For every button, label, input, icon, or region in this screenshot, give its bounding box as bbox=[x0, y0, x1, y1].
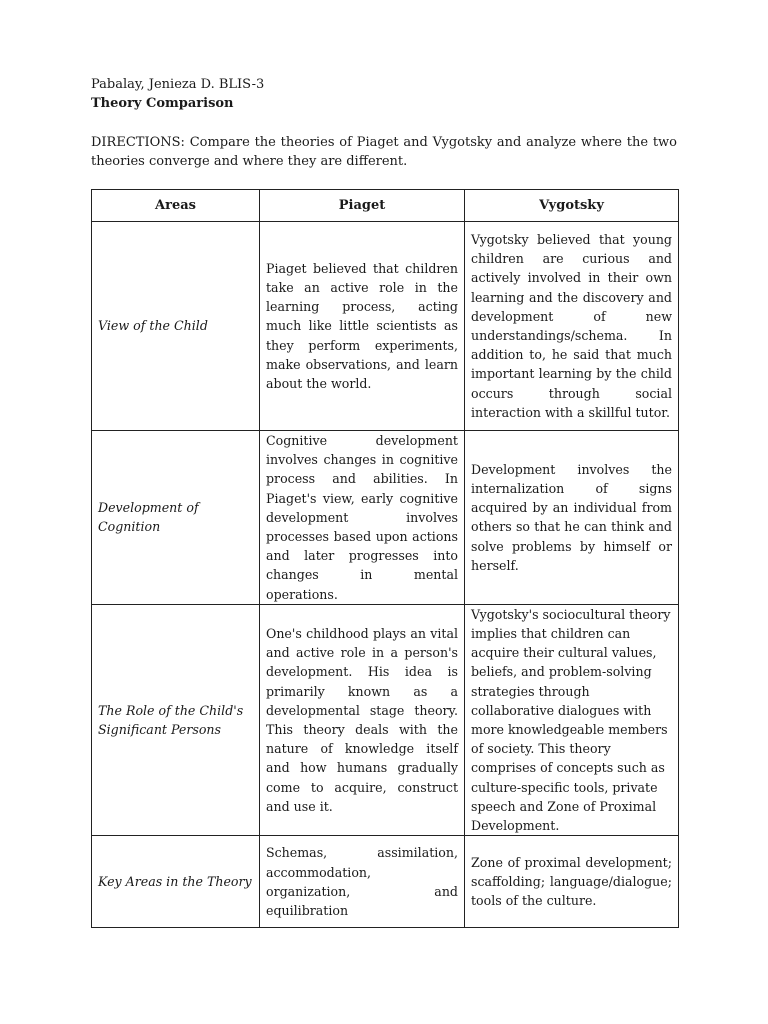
piaget-cell: Schemas, assimilation, accommodation, organization, and equilibration bbox=[260, 836, 465, 928]
table-header-row bbox=[92, 190, 679, 222]
header-vygotsky: Vygotsky bbox=[465, 190, 679, 222]
row-area-label: Development of Cognition bbox=[92, 431, 260, 605]
directions-paragraph: DIRECTIONS: Compare the theories of Piaget and Vygotsky and analyze where the two theories converge and where they are different. bbox=[91, 135, 677, 169]
table-row bbox=[92, 604, 679, 835]
table-row bbox=[92, 222, 679, 431]
header-areas: Areas bbox=[92, 190, 260, 222]
document-title: Theory Comparison bbox=[91, 96, 234, 111]
piaget-cell: Piaget believed that children take an active role in the learning process, acting much like little scientists as they perform experiments, make observations, and learn about the world. bbox=[260, 222, 465, 431]
piaget-cell: One's childhood plays an vital and active role in a person's development. His idea is primarily known as a developmental stage theory. This theory deals with the nature of knowledge itself and how humans gradually come to acquire, construct and use it. bbox=[260, 604, 465, 835]
row-area-label: The Role of the Child's Significant Persons bbox=[92, 604, 260, 835]
vygotsky-cell: Zone of proximal development; scaffolding; language/dialogue; tools of the culture. bbox=[465, 836, 679, 928]
row-area-label: Key Areas in the Theory bbox=[92, 836, 260, 928]
header-piaget: Piaget bbox=[260, 190, 465, 222]
table-row bbox=[92, 431, 679, 605]
row-area-label: View of the Child bbox=[92, 222, 260, 431]
piaget-cell: Cognitive development involves changes in cognitive process and abilities. In Piaget's view, early cognitive development involves processes based upon actions and later progresses into changes in mental operations. bbox=[260, 431, 465, 605]
comparison-table bbox=[91, 189, 679, 928]
vygotsky-cell: Vygotsky believed that young children are curious and actively involved in their own learning and the discovery and development of new understandings/schema. In addition to, he said that much important learning by the child occurs through social interaction with a skillful tutor. bbox=[465, 222, 679, 431]
table-row bbox=[92, 836, 679, 928]
vygotsky-cell: Development involves the internalization of signs acquired by an individual from others so that he can think and solve problems by himself or herself. bbox=[465, 431, 679, 605]
vygotsky-cell: Vygotsky's sociocultural theory implies that children can acquire their cultural values, beliefs, and problem-solving strategies through collaborative dialogues with more knowledgeable members of society. This theory comprises of concepts such as culture-specific tools, private speech and Zone of Proximal Development. bbox=[465, 604, 679, 835]
author-line: Pabalay, Jenieza D. BLIS-3 bbox=[91, 77, 265, 92]
